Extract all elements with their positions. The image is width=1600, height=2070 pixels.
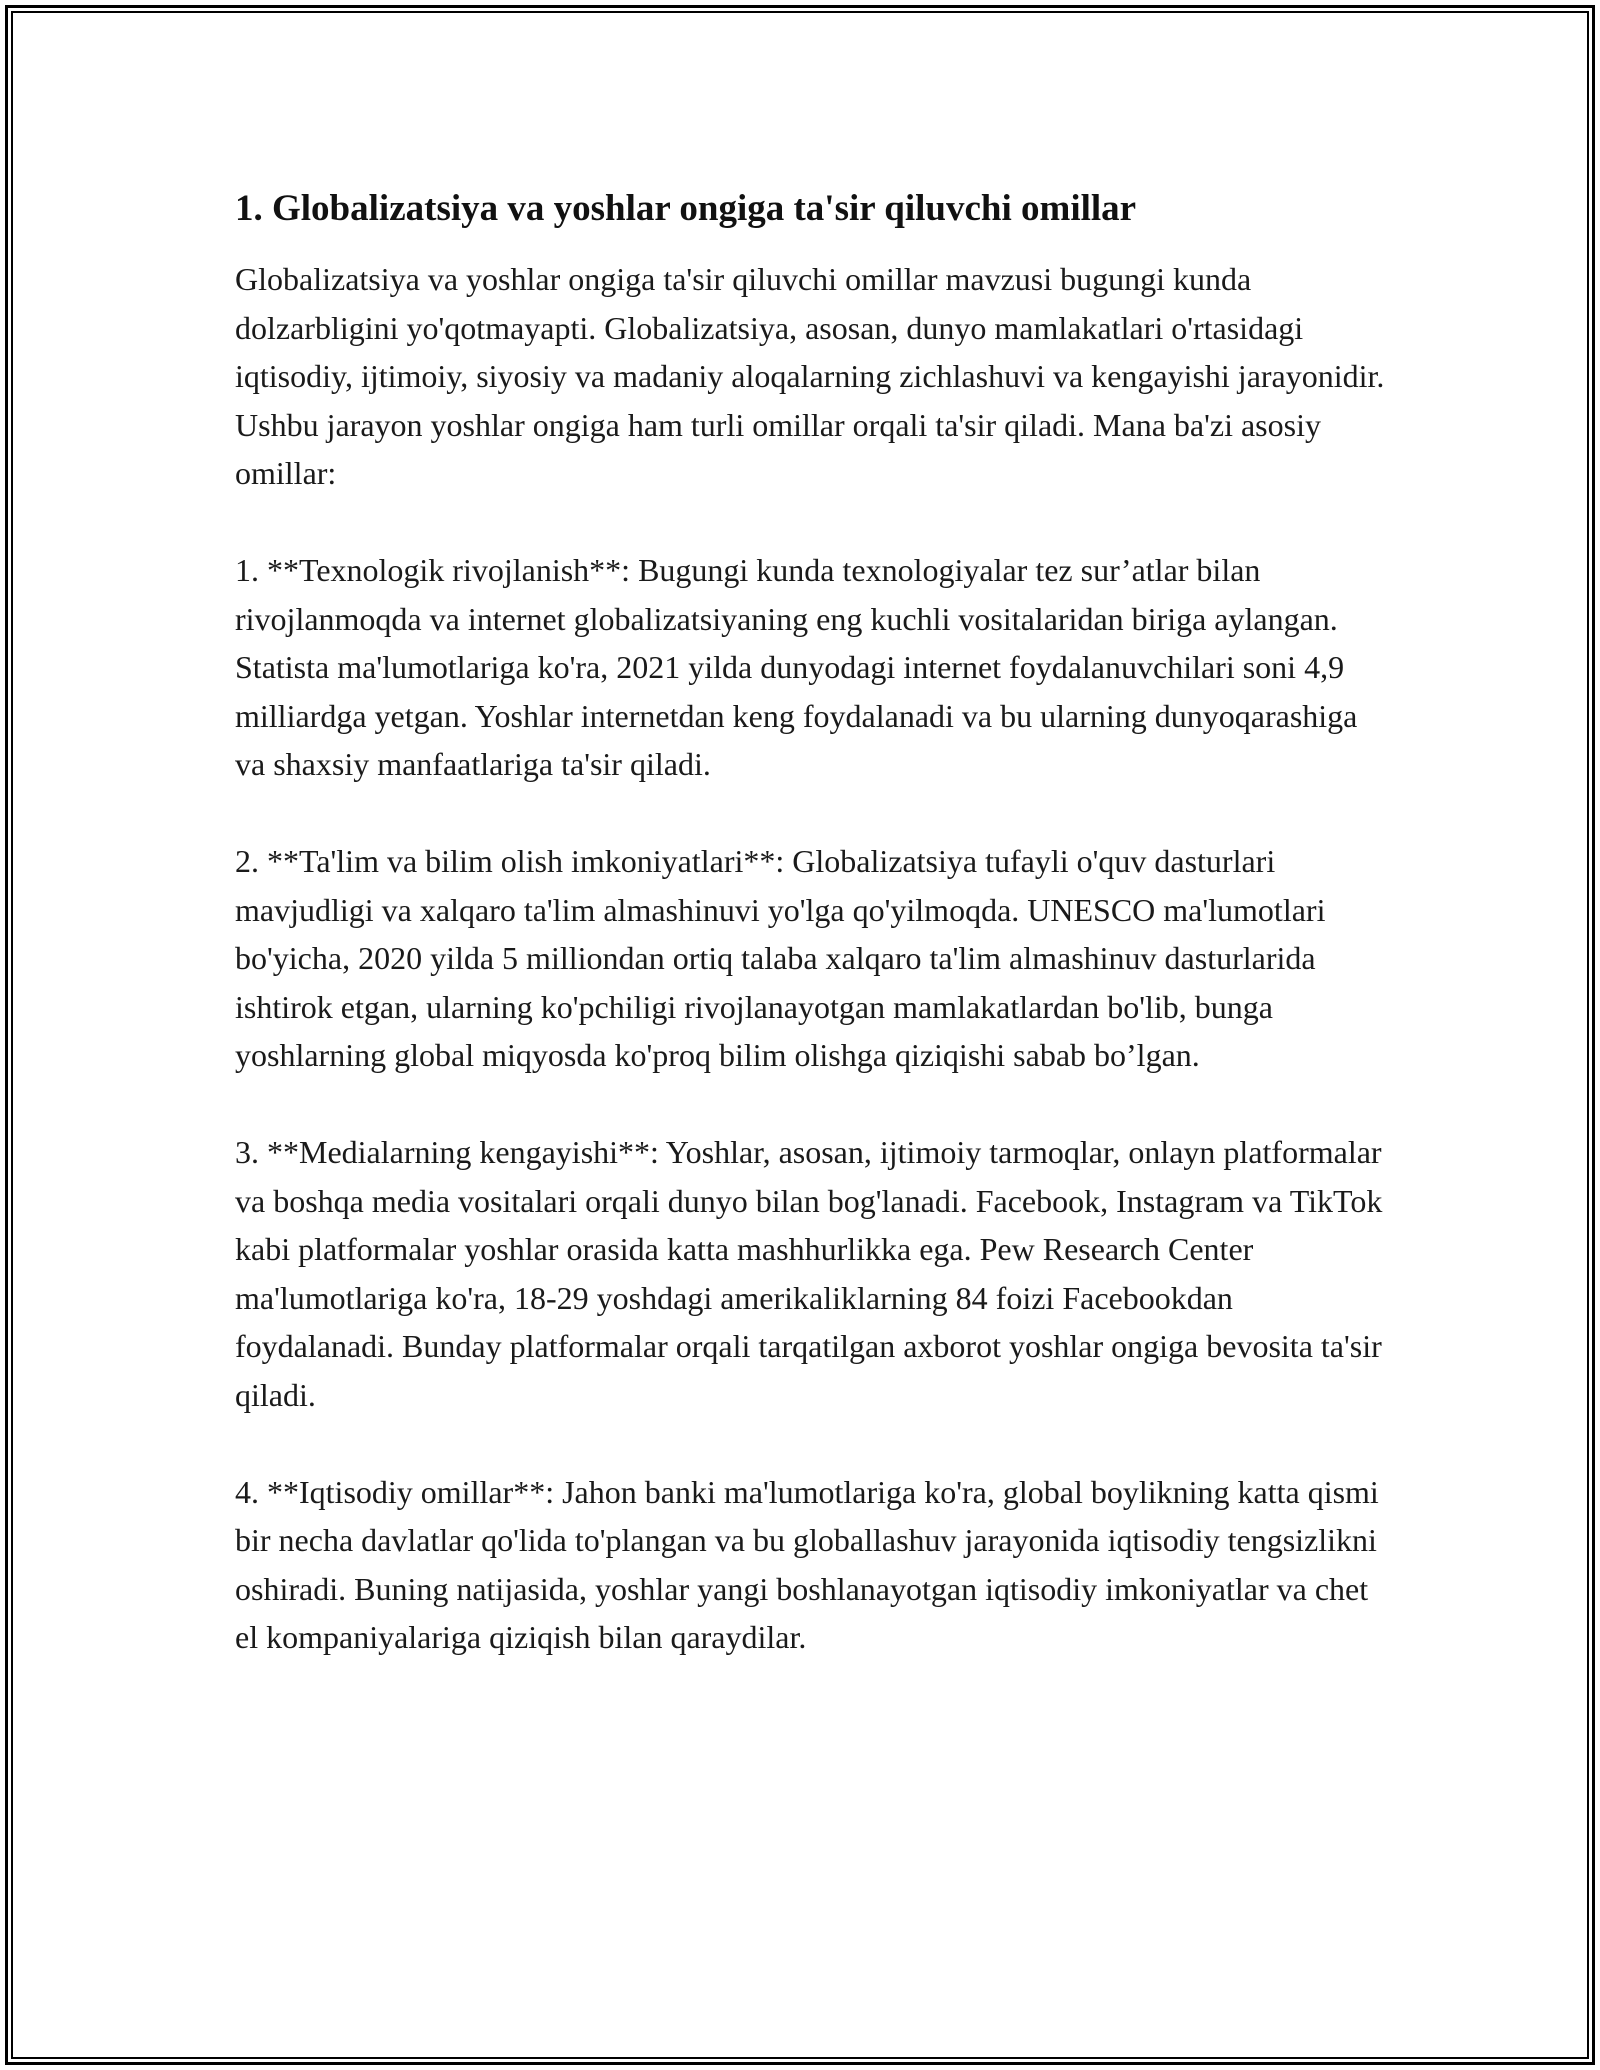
paragraph-economy: 4. **Iqtisodiy omillar**: Jahon banki ma'lumotlariga ko'ra, global boylikning katta qismi bir necha davlatlar qo'lida to'plangan va bu globallashuv jarayonida iqtisodiy tengsizlikni oshiradi. Buning natijasida, yoshlar yangi boshlanayotgan iqtisodiy imkoniyatlar va chet el kompaniyalariga qiziqish bilan qaraydilar.	[235, 1473, 1379, 1655]
paragraph-technology: 1. **Texnologik rivojlanish**: Bugungi kunda texnologiyalar tez sur’atlar bilan rivojlanmoqda va internet globalizatsiyaning eng kuchli vositalaridan biriga aylangan. Statista ma'lumotlariga ko'ra, 2021 yilda dunyodagi internet foydalanuvchilari soni 4,9 milliardga yetgan. Yoshlar internetdan keng foydalanadi va bu ularning dunyoqarashiga va shaxsiy manfaatlariga ta'sir qiladi.	[235, 552, 1358, 782]
intro-paragraph: Globalizatsiya va yoshlar ongiga ta'sir qiluvchi omillar mavzusi bugungi kunda dolzarbligini yo'qotmayapti. Globalizatsiya, asosan, dunyo mamlakatlari o'rtasidagi iqtisodiy, ijtimoiy, siyosiy va madaniy aloqalarning zichlashuvi va kengayishi jarayonidir. Ushbu jarayon yoshlar ongiga ham turli omillar orqali ta'sir qiladi. Mana ba'zi asosiy omillar:	[235, 261, 1385, 491]
document-body	[235, 185, 1385, 1662]
document-title: 1. Globalizatsiya va yoshlar ongiga ta'sir qiluvchi omillar	[235, 188, 1137, 229]
paragraph-education: 2. **Ta'lim va bilim olish imkoniyatlari**: Globalizatsiya tufayli o'quv dasturlari mavjudligi va xalqaro ta'lim almashinuvi yo'lga qo'yilmoqda. UNESCO ma'lumotlari bo'yicha, 2020 yilda 5 milliondan ortiq talaba xalqaro ta'lim almashinuv dasturlarida ishtirok etgan, ularning ko'pchiligi rivojlanayotgan mamlakatlardan bo'lib, bunga yoshlarning global miqyosda ko'proq bilim olishga qiziqishi sabab bo’lgan.	[235, 843, 1326, 1073]
paragraph-media: 3. **Medialarning kengayishi**: Yoshlar, asosan, ijtimoiy tarmoqlar, onlayn platformalar va boshqa media vositalari orqali dunyo bilan bog'lanadi. Facebook, Instagram va TikTok kabi platformalar yoshlar orasida katta mashhurlikka ega. Pew Research Center ma'lumotlariga ko'ra, 18-29 yoshdagi amerikaliklarning 84 foizi Facebookdan foydalanadi. Bunday platformalar orqali tarqatilgan axborot yoshlar ongiga bevosita ta'sir qiladi.	[235, 1134, 1383, 1413]
